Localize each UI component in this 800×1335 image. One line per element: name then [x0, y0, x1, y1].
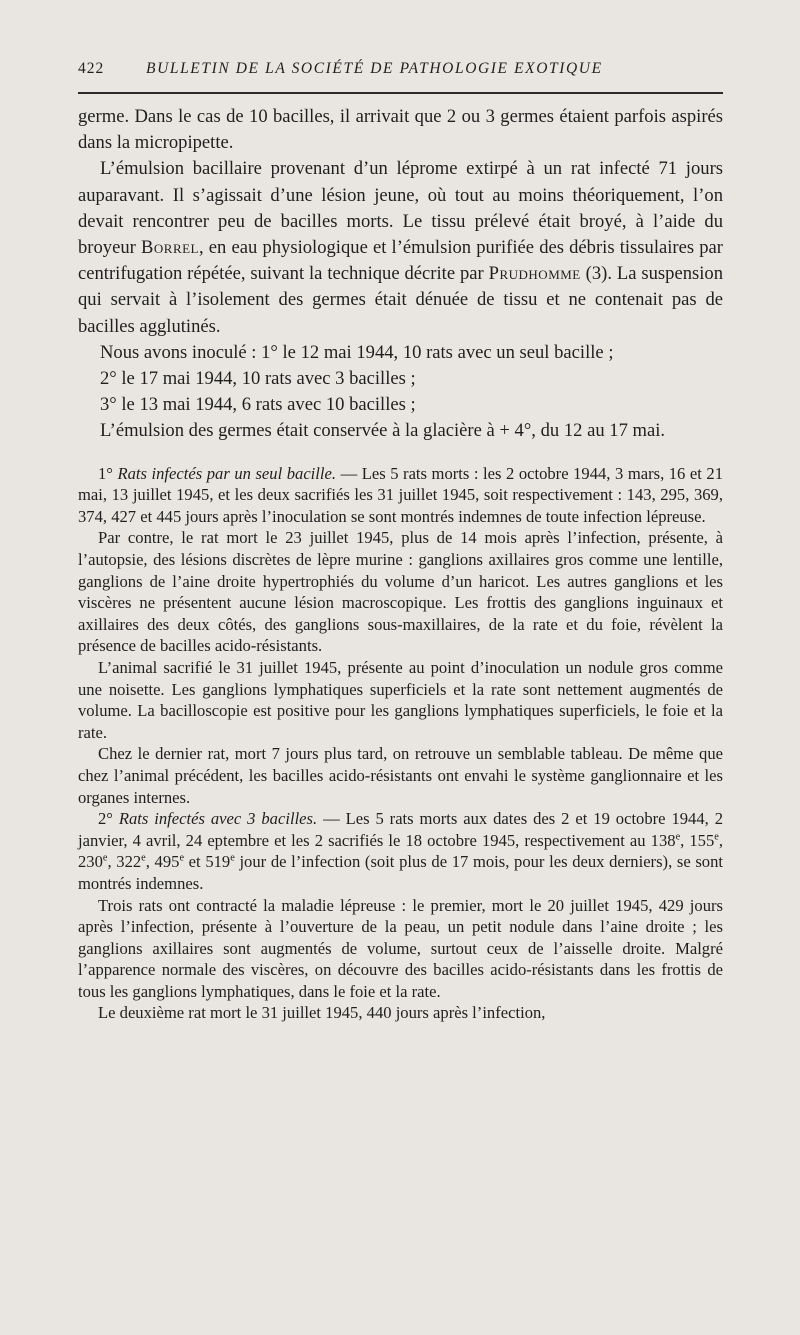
- text-run: , 322: [107, 852, 142, 872]
- superscript: e: [230, 852, 235, 864]
- page-number: 422: [78, 60, 105, 77]
- text-run: , en eau physiologique et l’émulsion purifiée des débris tissulaires par centrifugation répétée, suivant la technique décrite par: [78, 237, 723, 285]
- paragraph: 2° le 17 mai 1944, 10 rats avec 3 bacilles ;: [100, 368, 416, 390]
- paragraph: germe. Dans le cas de 10 bacilles, il arrivait que 2 ou 3 germes étaient parfois aspirés dans la micropipette.: [78, 106, 723, 154]
- section-number: 2°: [98, 809, 113, 829]
- superscript: e: [714, 831, 719, 843]
- paragraph: L’animal sacrifié le 31 juillet 1945, présente au point d’inoculation un nodule gros comme une noisette. Les ganglions lymphatiques superficiels et la rate sont nettement augmentés de volume. La bacilloscopie est positive pour les ganglions lymphatiques superficiels, le foie et la rate.: [78, 657, 723, 742]
- author-name: Borrel: [140, 237, 199, 259]
- large-type-section: [78, 104, 723, 445]
- author-name: Prudhomme: [488, 263, 581, 285]
- paragraph: [78, 463, 723, 528]
- paragraph: 3° le 13 mai 1944, 6 rats avec 10 bacilles ;: [100, 394, 416, 416]
- page-body: [78, 104, 723, 1024]
- text-run: et 519: [184, 852, 231, 872]
- header-rule: [78, 92, 723, 94]
- superscript: e: [179, 852, 185, 864]
- paragraph: Par contre, le rat mort le 23 juillet 1945, plus de 14 mois après l’infection, présente, à l’autopsie, des lésions discrètes de lèpre murine : ganglions axillaires gros comme une lentille, ganglions de l’aine droite hypertrophiés du volume d’un haricot. Les autres ganglions et les viscères ne présentent aucune lésion macroscopique. Les frottis des ganglions inguinaux et axillaires des deux côtés, des ganglions sous-maxillaires, de la rate et du foie, révèlent la présence de bacilles acido-résistants.: [78, 528, 723, 656]
- section-heading: Rats infectés avec 3 bacilles.: [118, 809, 318, 829]
- text-run: — Les 5 rats morts : les 2 octobre 1944, 3 mars, 16 et 21 mai, 13 juillet 1945, et les deux sacrifiés les 31 juillet 1945, soit respectivement : 143, 295, 369, 374, 427 et 445 jours après l’inoculation se sont montrés indemnes de toute infection lépreuse.: [78, 463, 723, 526]
- paragraph: [78, 808, 723, 894]
- text-run: — Les 5 rats morts aux dates des 2 et 19 octobre 1944, 2 janvier, 4 avril, 24 eptembre et les 2 sacrifiés le 18 octobre 1945, respectivement au 138: [78, 809, 723, 850]
- section-number: 1°: [98, 463, 113, 483]
- paragraph: Trois rats ont contracté la maladie lépreuse : le premier, mort le 20 juillet 1945, 429 jours après l’infection, présente à l’ouverture de la peau, un petit nodule dans l’aine droite ; les ganglions axillaires sont augmentés de volume, surtout ceux de l’aisselle droite. Malgré l’apparence normale des viscères, on découvre des bacilles acido-résistants dans les frottis de tous les ganglions lymphatiques, dans le foie et la rate.: [78, 895, 723, 1001]
- text-run: (3). La suspension qui servait à l’isolement des germes était dénuée de tissu et ne contenait pas de bacilles agglutinés.: [78, 263, 723, 337]
- text-run: , 155: [680, 830, 715, 850]
- text-run: jour de l’infection (soit plus de 17 mois, pour les deux derniers), se sont montrés indemnes.: [78, 852, 724, 893]
- text-run: L’émulsion bacillaire provenant d’un léprome extirpé à un rat infecté 71 jours auparavant. Il s’agissait d’une lésion jeune, où tout au moins théoriquement, l’on devait rencontrer peu de bacilles morts. Le tissu prélevé était broyé, à l’aide du broyeur: [78, 158, 723, 259]
- superscript: e: [675, 831, 681, 843]
- superscript: e: [102, 852, 108, 864]
- paragraph: Nous avons inoculé : 1° le 12 mai 1944, 10 rats avec un seul bacille ;: [100, 341, 614, 363]
- text-run: , 495: [145, 852, 180, 872]
- text-run: , 230: [78, 830, 723, 872]
- paragraph: [78, 156, 723, 339]
- paragraph: Chez le dernier rat, mort 7 jours plus tard, on retrouve un semblable tableau. De même que chez l’animal précédent, les bacilles acido-résistants ont envahi le système ganglionnaire et les organes internes.: [78, 744, 723, 807]
- section-heading: Rats infectés par un seul bacille.: [117, 463, 337, 483]
- paragraph: Le deuxième rat mort le 31 juillet 1945, 440 jours après l’infection,: [98, 1003, 546, 1023]
- running-header: [78, 60, 723, 86]
- small-type-section: [78, 463, 723, 1024]
- superscript: e: [141, 852, 146, 864]
- paragraph: L’émulsion des germes était conservée à la glacière à + 4°, du 12 au 17 mai.: [100, 420, 666, 442]
- journal-title: BULLETIN DE LA SOCIÉTÉ DE PATHOLOGIE EXOTIQUE: [146, 60, 603, 77]
